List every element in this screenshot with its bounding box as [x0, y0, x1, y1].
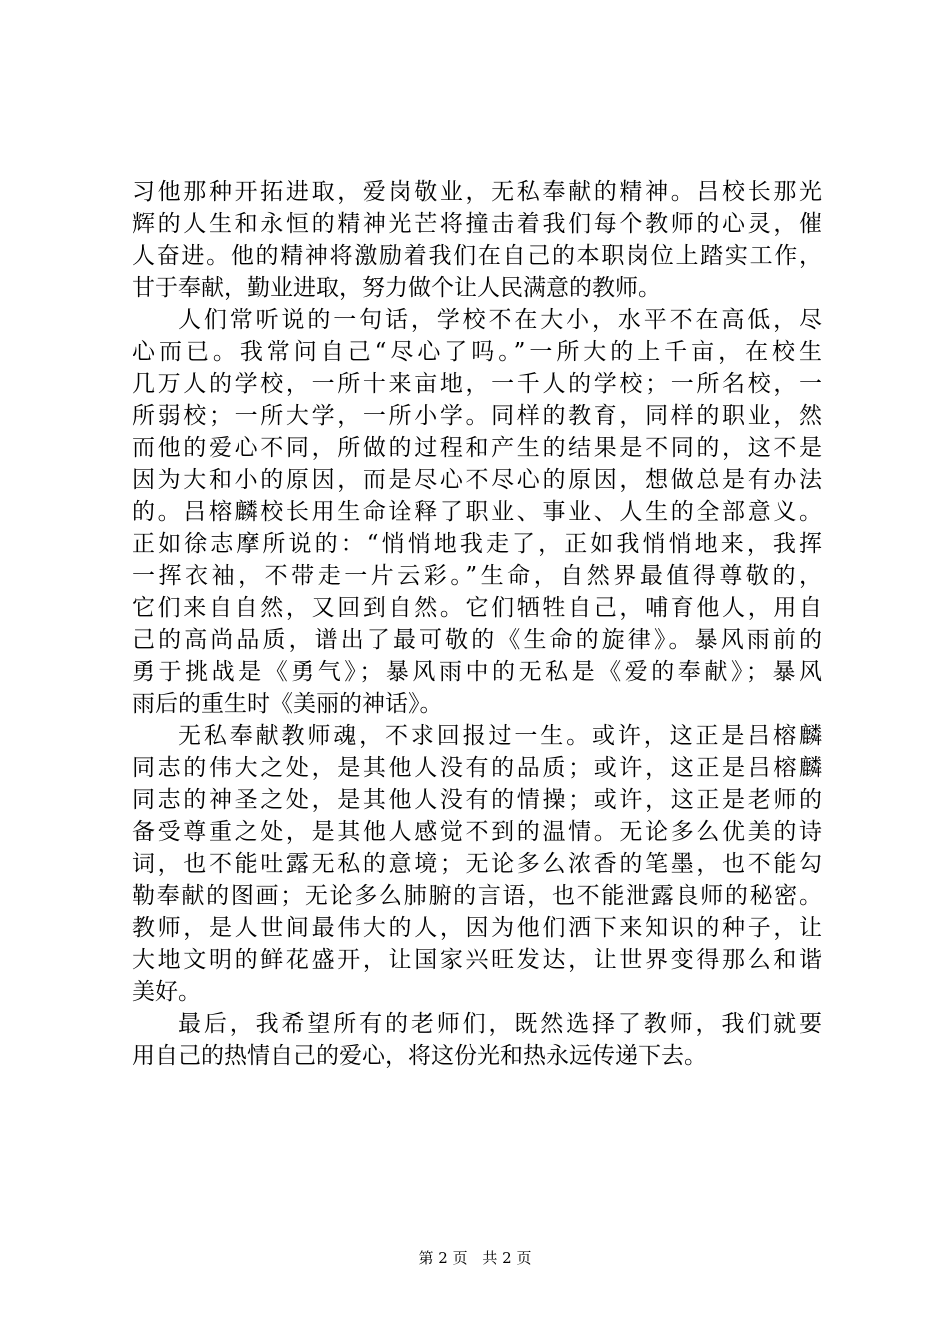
text-line: 习他那种开拓进取，爱岗敬业，无私奉献的精神。吕校长那光: [132, 179, 822, 205]
text-line: 词，也不能吐露无私的意境；无论多么浓香的笔墨，也不能勾: [132, 851, 822, 877]
text-line: 无私奉献教师魂，不求回报过一生。或许，这正是吕榕麟: [178, 723, 822, 749]
body-text: [132, 176, 822, 1072]
text-line: 雨后的重生时《美丽的神话》。: [132, 691, 443, 717]
text-line: 辉的人生和永恒的精神光芒将撞击着我们每个教师的心灵，催: [132, 211, 822, 237]
text-line: 己的高尚品质，谱出了最可敬的《生命的旋律》。暴风雨前的: [132, 627, 822, 653]
paragraph: [132, 304, 822, 720]
text-line: 所弱校；一所大学，一所小学。同样的教育，同样的职业，然: [132, 403, 822, 429]
text-line: 它们来自自然，又回到自然。它们牺牲自己，哺育他人，用自: [132, 595, 822, 621]
text-line: 甘于奉献，勤业进取，努力做个让人民满意的教师。: [132, 275, 661, 301]
text-line: 因为大和小的原因，而是尽心不尽心的原因，想做总是有办法: [132, 467, 822, 493]
paragraph: [132, 720, 822, 1008]
paragraph: [132, 1008, 822, 1072]
paragraph: [132, 176, 822, 304]
text-line: 美好。: [132, 979, 201, 1005]
text-line: 正如徐志摩所说的：“悄悄地我走了，正如我悄悄地来，我挥: [132, 531, 822, 557]
text-line: 同志的伟大之处，是其他人没有的品质；或许，这正是吕榕麟: [132, 755, 822, 781]
text-line: 人奋进。他的精神将激励着我们在自己的本职岗位上踏实工作，: [132, 243, 822, 269]
text-line: 大地文明的鲜花盛开，让国家兴旺发达，让世界变得那么和谐: [132, 947, 822, 973]
text-line: 教师，是人世间最伟大的人，因为他们洒下来知识的种子，让: [132, 915, 822, 941]
text-line: 一挥衣袖，不带走一片云彩。”生命，自然界最值得尊敬的，: [132, 563, 822, 589]
page-total: 共 2 页: [482, 1249, 532, 1267]
text-line: 人们常听说的一句话，学校不在大小，水平不在高低，尽: [178, 307, 822, 333]
text-line: 最后，我希望所有的老师们，既然选择了教师，我们就要: [178, 1011, 822, 1037]
text-line: 备受尊重之处，是其他人感觉不到的温情。无论多么优美的诗: [132, 819, 822, 845]
page-number: 第 2 页: [418, 1249, 468, 1267]
text-line: 勒奉献的图画；无论多么肺腑的言语，也不能泄露良师的秘密。: [132, 883, 822, 909]
page-footer: [0, 1248, 950, 1268]
text-line: 而他的爱心不同，所做的过程和产生的结果是不同的，这不是: [132, 435, 822, 461]
text-line: 勇于挑战是《勇气》；暴风雨中的无私是《爱的奉献》；暴风: [132, 659, 822, 685]
text-line: 用自己的热情自己的爱心，将这份光和热永远传递下去。: [132, 1043, 707, 1069]
text-line: 几万人的学校，一所十来亩地，一千人的学校；一所名校，一: [132, 371, 822, 397]
text-line: 同志的神圣之处，是其他人没有的情操；或许，这正是老师的: [132, 787, 822, 813]
text-line: 心而已。我常问自己“尽心了吗。”一所大的上千亩，在校生: [132, 339, 822, 365]
text-line: 的。吕榕麟校长用生命诠释了职业、事业、人生的全部意义。: [132, 499, 822, 525]
